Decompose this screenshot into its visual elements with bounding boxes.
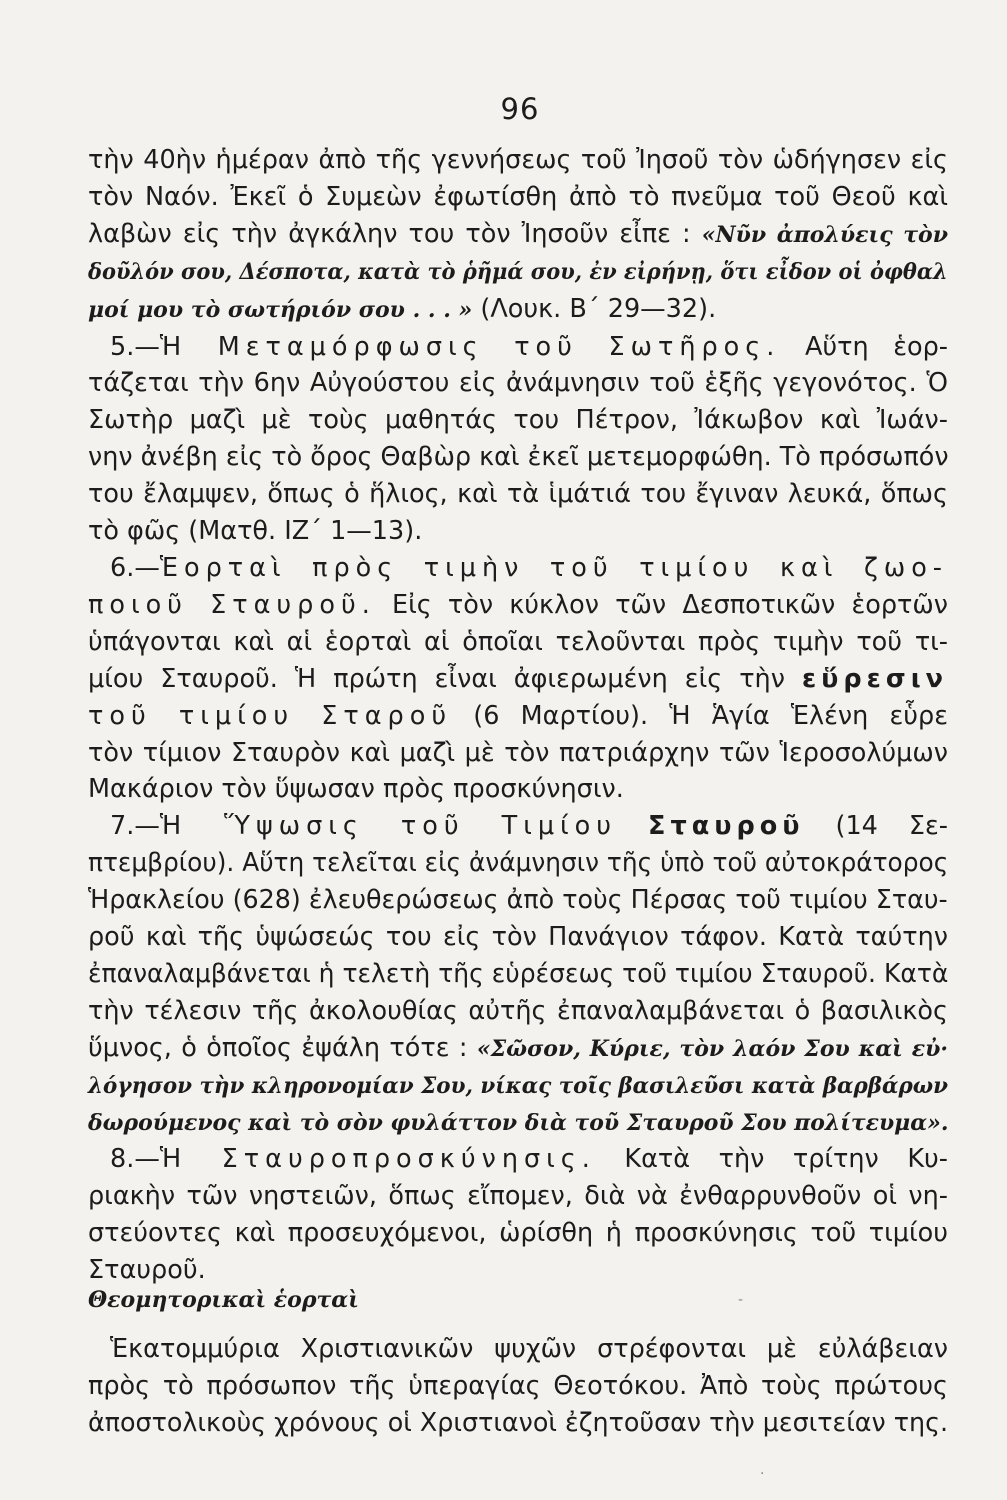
paper-speck: ·: [760, 1466, 765, 1482]
text-line: [88, 661, 948, 698]
text-line: [88, 1030, 948, 1068]
text-line: ὑπάγονται καὶ αἱ ἑορταὶ αἱ ὁποῖαι τελοῦνται πρὸς τιμὴν τοῦ τι-: [88, 626, 948, 657]
text-line: [88, 291, 948, 329]
text-line: [88, 216, 948, 254]
item-number: 8.—: [110, 1144, 160, 1175]
emphasis-spaced: τοῦ τιμίου Σταροῦ: [88, 700, 453, 731]
text-segment: Εἰς τὸν κύκλον τῶν Δεσποτικῶν ἑορτῶν: [392, 589, 948, 620]
feast-title-spaced-bold: Σταυροῦ: [648, 811, 805, 842]
text-segment: λαβὼν εἰς τὴν ἀγκάλην του τὸν Ἰησοῦν εἶπε :: [88, 218, 691, 249]
quotation-italic: «Νῦν ἀπολύεις τὸν: [701, 221, 948, 248]
feast-title-spaced: Ἡ Μεταμόρφωσις τοῦ Σωτῆρος.: [159, 331, 781, 362]
hymn-italic-line: λόγησον τὴν κληρονομίαν Σου, νίκας τοῖς βασιλεῦσι κατὰ βαρβάρων: [88, 1072, 949, 1099]
text-line: [88, 698, 948, 735]
text-line: Μακάριον τὸν ὕψωσαν πρὸς προσκύνησιν.: [88, 774, 624, 805]
text-segment: (6 Μαρτίου). Ἡ Ἁγία Ἑλένη εὗρε: [473, 700, 948, 731]
citation: (Λουκ. Β΄ 29—32).: [480, 293, 717, 324]
text-line: νην ἀνέβη εἰς τὸ ὄρος Θαβὼρ καὶ ἐκεῖ μετεμορφώθη. Τὸ πρόσωπόν: [88, 442, 949, 473]
feast-title-spaced: ποιοῦ Σταυροῦ.: [88, 589, 376, 620]
text-line: τὸν τίμιον Σταυρὸν καὶ μαζὶ μὲ τὸν πατριάρχην τῶν Ἱεροσολύμων: [88, 737, 948, 768]
text-line: ροῦ καὶ τῆς ὑψώσεώς του εἰς τὸν Πανάγιον τάφον. Κατὰ ταύτην: [88, 922, 948, 953]
feast-title-spaced: Ἡ Ὕψωσις τοῦ Τιμίου: [159, 811, 618, 842]
hymn-italic-line: δωρούμενος καὶ τὸ σὸν φυλάττον διὰ τοῦ Σταυροῦ Σου πολίτευμα».: [88, 1109, 949, 1136]
text-segment: μίου Σταυροῦ. Ἡ πρώτη εἶναι ἀφιερωμένη εἰς τὴν: [88, 663, 785, 694]
feast-heading-line: [88, 550, 948, 587]
feast-heading-line: [88, 808, 948, 845]
text-line: Ἑκατομμύρια Χριστιανικῶν ψυχῶν στρέφονται μὲ εὐλάβειαν: [110, 1334, 948, 1364]
text-line: τὴν 40ὴν ἡμέραν ἀπὸ τῆς γεννήσεως τοῦ Ἰησοῦ τὸν ὡδήγησεν εἰς: [88, 145, 948, 175]
text-segment: (14 Σε-: [835, 811, 948, 842]
quotation-italic: μοί μου τὸ σωτήριόν σου . . . »: [88, 296, 473, 323]
text-line: του ἔλαμψεν, ὅπως ὁ ἥλιος, καὶ τὰ ἱμάτιά του ἔγιναν λευκά, ὅπως: [88, 479, 948, 510]
feast-heading-line: [88, 329, 948, 366]
text-line: ἀποστολικοὺς χρόνους οἱ Χριστιανοὶ ἐζητοῦσαν τὴν μεσιτείαν της.: [88, 1407, 949, 1438]
text-line: πρὸς τὸ πρόσωπον τῆς ὑπεραγίας Θεοτόκου. Ἀπὸ τοὺς πρώτους: [88, 1370, 948, 1401]
paper-speck: -: [738, 1292, 744, 1308]
text-line: Ἡρακλείου (628) ἐλευθερώσεως ἀπὸ τοὺς Πέρσας τοῦ τιμίου Σταυ-: [88, 885, 948, 916]
hymn-italic: «Σῶσον, Κύριε, τὸν λαόν Σου καὶ εὐ·: [476, 1035, 948, 1062]
section-heading: Θεομητορικαὶ ἑορταὶ: [88, 1287, 359, 1313]
text-line: τὸ φῶς (Ματθ. ΙΖ΄ 1—13).: [88, 516, 423, 547]
text-line: τὸν Ναόν. Ἐκεῖ ὁ Συμεὼν ἐφωτίσθη ἀπὸ τὸ πνεῦμα τοῦ Θεοῦ καὶ: [88, 181, 948, 212]
page-number: 96: [500, 92, 540, 126]
section-text-block: [88, 1331, 948, 1442]
main-text-block: [88, 142, 948, 1289]
text-segment: ὕμνος, ὁ ὁποῖος ἐψάλη τότε :: [88, 1032, 468, 1063]
item-number: 5.—: [110, 331, 160, 362]
feast-title-spaced: Ἡ Σταυροπροσκύνησις.: [159, 1144, 596, 1175]
text-line: [88, 587, 948, 624]
feast-heading-line: [88, 1141, 948, 1178]
text-line: Σωτὴρ μαζὶ μὲ τοὺς μαθητάς του Πέτρον, Ἰάκωβον καὶ Ἰωάν-: [88, 405, 948, 436]
text-segment: Αὕτη ἑορ-: [804, 331, 949, 362]
text-line: Σταυροῦ.: [88, 1255, 206, 1286]
text-line: πτεμβρίου). Αὕτη τελεῖται εἰς ἀνάμνησιν τῆς ὑπὸ τοῦ αὐτοκράτορος: [88, 848, 949, 879]
text-line: τάζεται τὴν 6ην Αὐγούστου εἰς ἀνάμνησιν τοῦ ἑξῆς γεγονότος. Ὁ: [88, 368, 948, 399]
text-line: τὴν τέλεσιν τῆς ἀκολουθίας αὐτῆς ἐπαναλαμβάνεται ὁ βασιλικὸς: [88, 995, 948, 1026]
quotation-italic-line: δοῦλόν σου, Δέσποτα, κατὰ τὸ ῥῆμά σου, ἐν εἰρήνῃ, ὅτι εἶδον οἱ ὀφθαλ: [88, 258, 948, 285]
item-number: 7.—: [110, 811, 160, 842]
feast-title-spaced: Ἑορταὶ πρὸς τιμὴν τοῦ τιμίου καὶ ζωο-: [159, 552, 948, 583]
text-line: ριακὴν τῶν νηστειῶν, ὅπως εἴπομεν, διὰ νὰ ἐνθαρρυνθοῦν οἱ νη-: [88, 1181, 948, 1212]
text-segment: Κατὰ τὴν τρίτην Κυ-: [624, 1144, 948, 1175]
text-line: ἐπαναλαμβάνεται ἡ τελετὴ τῆς εὑρέσεως τοῦ τιμίου Σταυροῦ. Κατὰ: [88, 958, 949, 989]
emphasis-spaced: εὕρεσιν: [801, 663, 949, 694]
item-number: 6.—: [110, 552, 160, 583]
text-line: στεύοντες καὶ προσευχόμενοι, ὡρίσθη ἡ προσκύνησις τοῦ τιμίου: [88, 1218, 948, 1249]
